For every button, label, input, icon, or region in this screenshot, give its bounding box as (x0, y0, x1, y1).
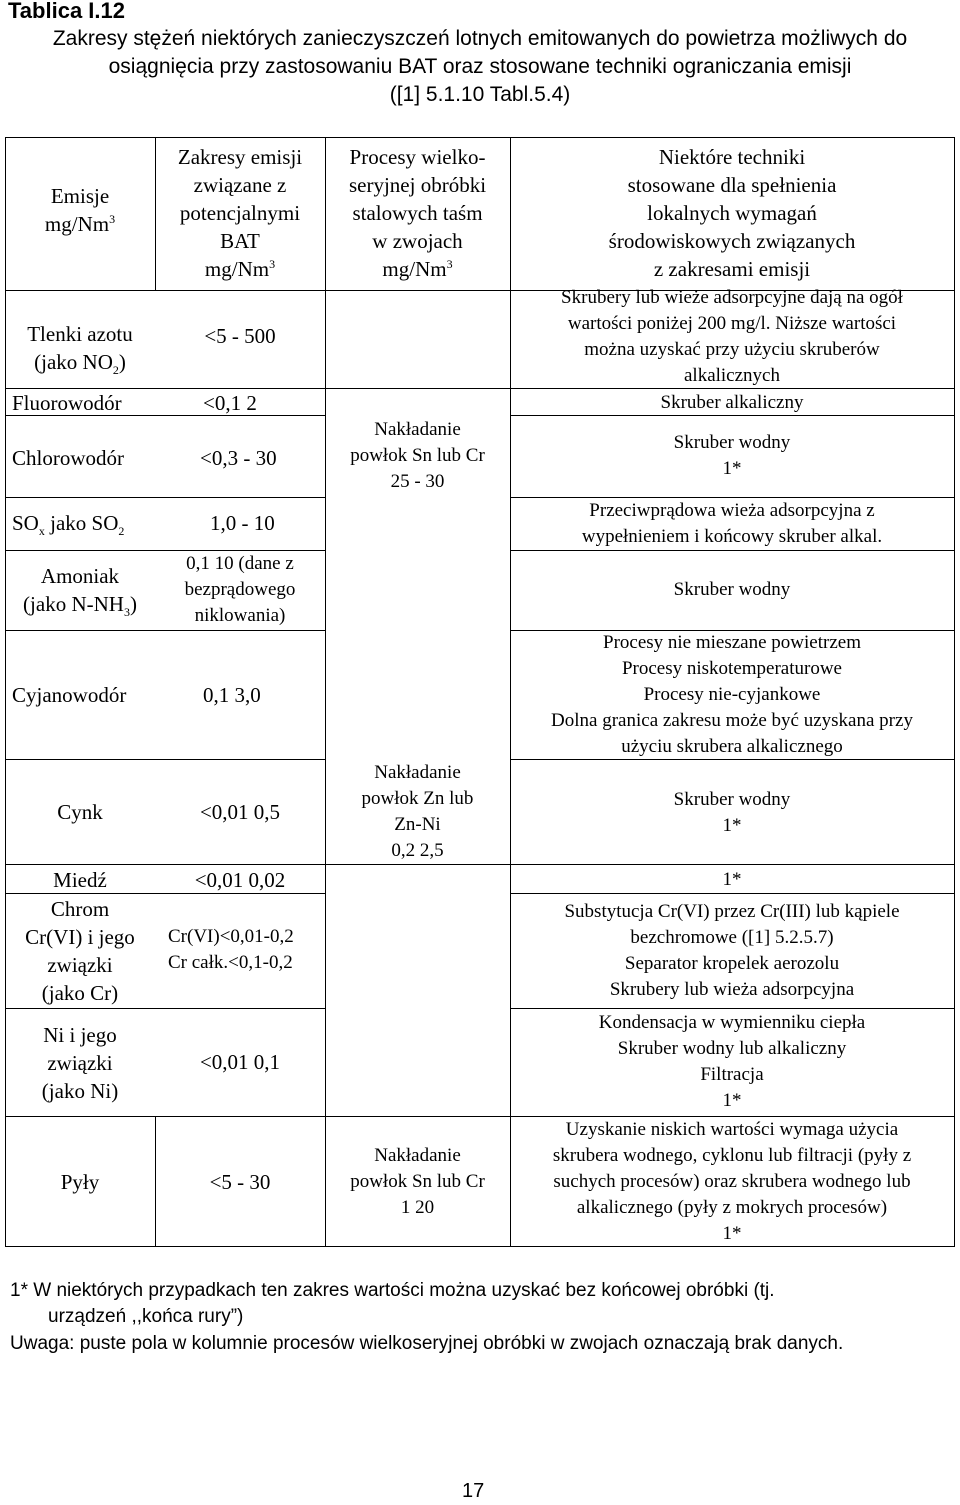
row-hcl-tech (510, 418, 954, 494)
row-zn-bat (155, 798, 325, 826)
cell-text: Miedź (53, 868, 107, 892)
cell-text: związki (47, 1051, 113, 1075)
cell-text: Dolna granica zakresu może być uzyskana przy (551, 709, 913, 731)
cell-text: Tlenki azotu (27, 322, 133, 346)
zn-coating-process (325, 759, 510, 864)
header-text: mg/Nm (204, 256, 270, 281)
cell-text: powłok Sn lub Cr (350, 1171, 485, 1192)
header-text: Emisje (50, 184, 110, 208)
cell-text: Filtracja (700, 1064, 764, 1085)
cell-text: Przeciwprądowa wieża adsorpcyjna z (589, 499, 875, 521)
cell-text: Uzyskanie niskich wartości wymaga użycia (565, 1119, 899, 1140)
row-divider (5, 497, 325, 498)
header-text: Niektóre techniki (658, 144, 806, 169)
cell-text: Cynk (57, 800, 103, 824)
row-cr-name (5, 894, 155, 1008)
row-ni-tech (510, 1009, 954, 1115)
row-cu-tech (510, 866, 954, 894)
cell-text: wartości poniżej 200 mg/l. Niższe wartości (567, 313, 897, 334)
cell-text: powłok Sn lub Cr (350, 445, 485, 466)
cell-text: suchych procesów) oraz skrubera wodnego lub (553, 1171, 911, 1192)
cell-text: <0,01 0,02 (194, 868, 286, 892)
cell-text: 1 20 (400, 1197, 435, 1218)
header-text: związane z (193, 172, 287, 197)
row-cr-tech (510, 896, 954, 1006)
cell-text: Skrubery lub wieża adsorpcyjna (609, 979, 855, 1000)
header-text: z zakresami emisji (653, 256, 811, 281)
header-text: mg/Nm (382, 256, 447, 281)
cell-text: <5 - 500 (204, 324, 276, 348)
header-text: stalowych taśm (352, 200, 483, 225)
row-cr-bat (168, 922, 325, 978)
cell-text: Nakładanie (374, 761, 461, 783)
row-dust-bat (155, 1168, 325, 1196)
cell-text: (jako N-NH (23, 592, 124, 616)
cell-text: ) (129, 592, 137, 616)
header-text: 3 (269, 256, 276, 271)
cell-text: można uzyskać przy użyciu skruberów (584, 339, 880, 360)
row-nox-tech (510, 285, 954, 389)
row-sox-name (12, 509, 124, 537)
row-nh3-tech (510, 576, 954, 604)
header-bat-ranges (155, 140, 325, 285)
row-nox-name (5, 318, 155, 378)
cell-text: (jako NO (34, 350, 113, 374)
row-sox-tech (510, 497, 954, 550)
row-ni-bat (155, 1048, 325, 1076)
row-divider (5, 1008, 325, 1009)
row-hf-tech (510, 389, 954, 417)
cell-text: 1* (722, 458, 742, 479)
row-hcn-bat: 0,1 3,0 (203, 683, 261, 707)
table-caption-line-3: ([1] 5.1.10 Tabl.5.4) (389, 83, 571, 106)
cell-text: Ni i jego (43, 1023, 117, 1047)
dust-coating-process (325, 1142, 510, 1222)
header-text: potencjalnymi (179, 200, 301, 225)
cell-text: Procesy nie-cyjankowe (643, 683, 821, 705)
cell-text: 1* (722, 869, 742, 890)
cell-text: alkalicznych (683, 365, 780, 386)
cell-text: 1* (722, 1223, 742, 1244)
header-text: Zakresy emisji (177, 144, 303, 169)
cell-text: wypełnieniem i końcowy skruber alkal. (581, 525, 883, 547)
cell-text: Chrom (50, 897, 110, 921)
header-text: w zwojach (372, 228, 463, 253)
cell-text: Nakładanie (374, 1145, 461, 1166)
cell-text: Skruber wodny (673, 432, 791, 453)
header-text: mg/Nm (44, 212, 110, 236)
header-emissions (5, 170, 155, 250)
cell-text: związki (47, 953, 113, 977)
header-text: 3 (446, 256, 453, 271)
cell-text: 2 (112, 363, 119, 378)
cell-text: Kondensacja w wymienniku ciepła (598, 1012, 866, 1033)
cell-text: Substytucja Cr(VI) przez Cr(III) lub kąpiele (564, 901, 900, 922)
cell-text: bezchromowe ([1] 5.2.5.7) (630, 927, 834, 948)
header-text: lokalnych wymagań (647, 200, 817, 225)
cell-text: Pyły (60, 1170, 100, 1194)
cell-text: (jako Ni) (41, 1079, 119, 1103)
sn-coating-process (325, 415, 510, 497)
cell-text: Procesy nie mieszane powietrzem (603, 631, 861, 653)
row-dust-tech (510, 1117, 954, 1247)
row-hcl-name: Chlorowodór (12, 446, 124, 470)
cell-text: 1* (722, 815, 742, 836)
cell-text: Separator kropelek aerozolu (624, 953, 840, 974)
cell-text: 2 (118, 524, 125, 539)
row-zn-name (5, 798, 155, 826)
cell-text: ) (118, 350, 126, 374)
footnote-1: 1* W niektórych przypadkach ten zakres wartości można uzyskać bez końcowej obróbki (tj. (10, 1280, 775, 1301)
table-border-right (954, 137, 955, 1247)
cell-text: <0,01 0,5 (199, 800, 281, 824)
row-cu-bat (155, 866, 325, 894)
cell-text: Skrubery lub wieże adsorpcyjne dają na ogół (561, 287, 903, 308)
table-border-top (5, 137, 955, 138)
cell-text: powłok Zn lub (361, 787, 474, 809)
row-hf-bat: <0,1 2 (203, 391, 257, 415)
header-text: stosowane dla spełnienia (627, 172, 837, 197)
col-divider (325, 137, 326, 1247)
table-caption-line-1: Zakresy stężeń niektórych zanieczyszczeń lotnych emitowanych do powietrza możliwych do (52, 27, 908, 50)
cell-text: (jako Cr) (41, 981, 119, 1005)
cell-text: alkalicznego (pyły z mokrych procesów) (576, 1197, 888, 1218)
row-divider (5, 630, 325, 631)
cell-text: Zn-Ni (394, 813, 441, 835)
footnote-1-continued: urządzeń ,,końca rury”) (48, 1306, 244, 1327)
cell-text: Cr całk.<0,1-0,2 (168, 952, 293, 973)
cell-text: <0,01 0,1 (199, 1050, 281, 1074)
header-text: seryjnej obróbki (348, 172, 487, 197)
row-divider (5, 864, 955, 865)
cell-text: 25 - 30 (390, 471, 445, 492)
row-hcl-bat: <0,3 - 30 (200, 446, 277, 470)
cell-text: jako SO (44, 511, 119, 535)
cell-text: użyciu skrubera alkalicznego (621, 735, 843, 757)
cell-text: <5 - 30 (209, 1170, 271, 1194)
cell-text: Skruber wodny (673, 789, 791, 810)
cell-text: bezprądowego (184, 579, 296, 600)
header-coil-processes (325, 140, 510, 285)
cell-text: Cr(VI) i jego (25, 925, 135, 949)
cell-text: 1* (722, 1090, 742, 1111)
cell-text: 0,1 10 (dane z (186, 553, 294, 574)
cell-text: skrubera wodnego, cyklonu lub filtracji (pyły z (552, 1145, 912, 1166)
row-dust-name (5, 1168, 155, 1196)
cell-text: Skruber wodny lub alkaliczny (617, 1038, 847, 1059)
cell-text: Amoniak (40, 564, 120, 588)
cell-text: Skruber wodny (673, 579, 791, 600)
row-divider (5, 759, 325, 760)
cell-text: SO (12, 511, 39, 535)
cell-text: Nakładanie (374, 419, 461, 440)
cell-text: Cr(VI)<0,01-0,2 (168, 926, 294, 947)
cell-text: niklowania) (194, 605, 286, 626)
header-text: BAT (220, 228, 260, 253)
header-techniques (510, 140, 954, 285)
cell-text: Skruber alkaliczny (660, 392, 804, 413)
cell-text: 3 (123, 605, 130, 620)
row-zn-tech (510, 785, 954, 841)
cell-text: x (38, 524, 45, 539)
table-number: Tablica I.12 (8, 0, 125, 23)
row-hcn-tech (510, 630, 954, 759)
row-hcn-name: Cyjanowodór (12, 683, 127, 707)
table-caption-line-2: osiągnięcia przy zastosowaniu BAT oraz stosowane techniki ograniczania emisji (108, 55, 852, 78)
footnote-note: Uwaga: puste pola w kolumnie procesów wielkoseryjnej obróbki w zwojach oznaczają brak danych. (10, 1333, 844, 1354)
row-cu-name (5, 866, 155, 894)
row-ni-name (5, 1020, 155, 1106)
row-nox-bat (155, 322, 325, 350)
header-text: 3 (109, 212, 116, 226)
row-sox-bat: 1,0 - 10 (210, 511, 275, 535)
header-text: Procesy wielko- (349, 144, 486, 169)
row-divider (510, 550, 955, 551)
row-nh3-bat (155, 550, 325, 630)
header-text: środowiskowych związanych (608, 228, 856, 253)
cell-text: Procesy niskotemperaturowe (621, 657, 842, 679)
row-hf-name: Fluorowodór (12, 391, 122, 415)
cell-text: 0,2 2,5 (391, 839, 444, 861)
row-nh3-name (5, 560, 155, 620)
page-number: 17 (462, 1480, 485, 1502)
